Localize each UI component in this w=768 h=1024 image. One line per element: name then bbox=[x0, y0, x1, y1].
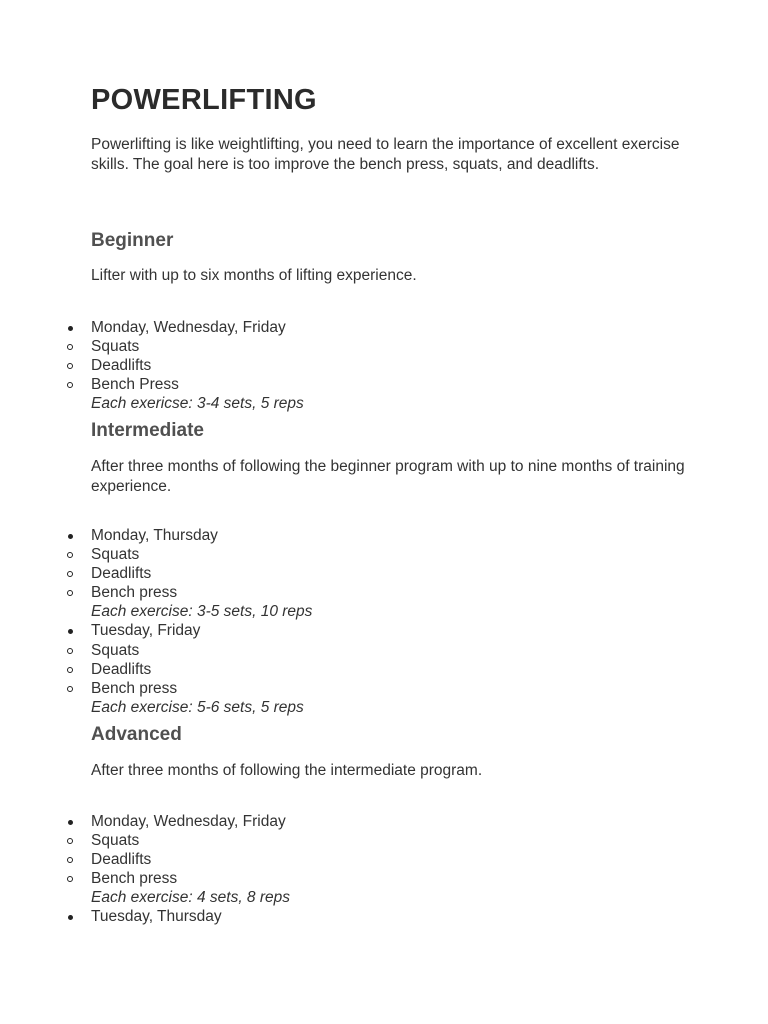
exercise-item: Deadlifts bbox=[0, 356, 700, 375]
exercise-item: Squats bbox=[0, 337, 700, 356]
bullet-circle-icon bbox=[67, 838, 73, 844]
bullet-circle-icon bbox=[67, 363, 73, 369]
sets-reps-note: Each exercise: 3-5 sets, 10 reps bbox=[91, 603, 313, 621]
bullet-circle-icon bbox=[67, 382, 73, 388]
workout-day-item: Tuesday, Friday bbox=[0, 621, 700, 640]
sets-reps-note: Each exericse: 3-4 sets, 5 reps bbox=[91, 395, 304, 413]
exercise-item: Squats bbox=[0, 641, 700, 660]
exercise-item: Bench press bbox=[0, 869, 700, 888]
bullet-circle-icon bbox=[67, 648, 73, 654]
workout-list-advanced bbox=[0, 812, 700, 927]
bullet-circle-icon bbox=[67, 876, 73, 882]
bullet-circle-icon bbox=[67, 552, 73, 558]
exercise-item: Deadlifts bbox=[0, 850, 700, 869]
exercise-item: Deadlifts bbox=[0, 564, 700, 583]
bullet-dot-icon bbox=[68, 534, 73, 539]
exercise-item: Squats bbox=[0, 545, 700, 564]
bullet-dot-icon bbox=[68, 820, 73, 825]
bullet-circle-icon bbox=[67, 590, 73, 596]
workout-list-intermediate bbox=[0, 526, 700, 717]
bullet-dot-icon bbox=[68, 326, 73, 331]
workout-day-item: Monday, Thursday bbox=[0, 526, 700, 545]
section-description-beginner: Lifter with up to six months of lifting experience. bbox=[91, 267, 417, 284]
exercise-item: Bench press bbox=[0, 679, 700, 698]
bullet-circle-icon bbox=[67, 667, 73, 673]
section-description-advanced: After three months of following the intermediate program. bbox=[91, 762, 483, 779]
sets-reps-note: Each exercise: 5-6 sets, 5 reps bbox=[91, 698, 304, 716]
exercise-item: Bench Press bbox=[0, 375, 700, 394]
section-heading-intermediate: Intermediate bbox=[91, 420, 204, 441]
workout-day-item: Monday, Wednesday, Friday bbox=[0, 318, 700, 337]
exercise-item: Squats bbox=[0, 831, 700, 850]
section-heading-beginner: Beginner bbox=[91, 230, 174, 251]
bullet-circle-icon bbox=[67, 571, 73, 577]
bullet-circle-icon bbox=[67, 857, 73, 863]
bullet-dot-icon bbox=[68, 629, 73, 634]
bullet-circle-icon bbox=[67, 344, 73, 350]
workout-day-item: Tuesday, Thursday bbox=[0, 907, 700, 926]
sets-reps-note: Each exercise: 4 sets, 8 reps bbox=[91, 889, 291, 907]
section-heading-advanced: Advanced bbox=[91, 724, 182, 745]
section-description-intermediate: After three months of following the beginner program with up to nine months of training experience. bbox=[91, 458, 685, 495]
intro-paragraph: Powerlifting is like weightlifting, you need to learn the importance of excellent exercise skills. The goal here is too improve the bench press, squats, and deadlifts. bbox=[91, 136, 680, 173]
bullet-dot-icon bbox=[68, 915, 73, 920]
bullet-circle-icon bbox=[67, 686, 73, 692]
exercise-item: Deadlifts bbox=[0, 660, 700, 679]
workout-day-item: Monday, Wednesday, Friday bbox=[0, 812, 700, 831]
workout-list-beginner bbox=[0, 318, 700, 413]
exercise-item: Bench press bbox=[0, 583, 700, 602]
page-title: POWERLIFTING bbox=[91, 84, 317, 116]
